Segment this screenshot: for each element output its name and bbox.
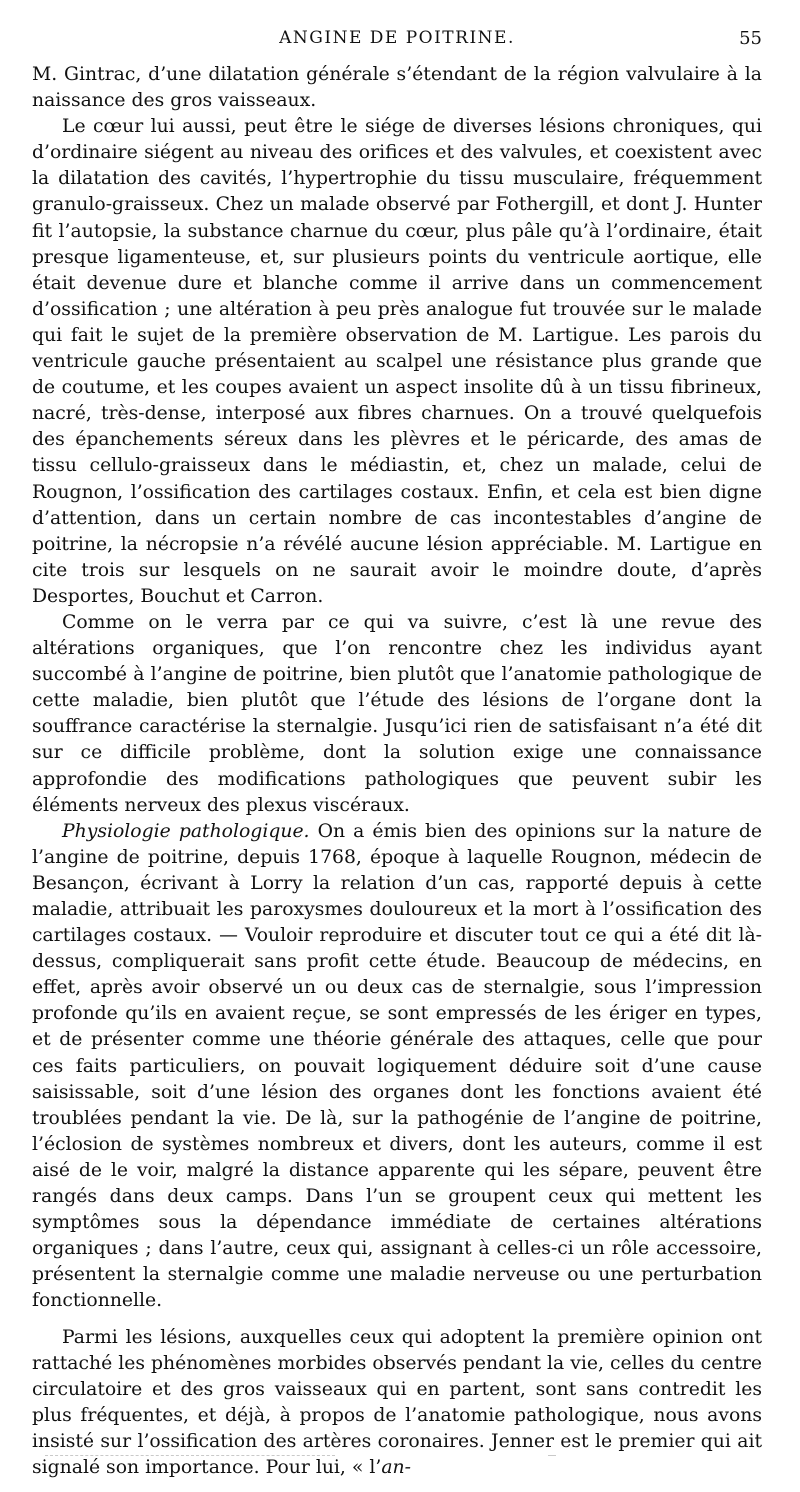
paragraph-physiology (32, 819, 762, 1315)
page-number: 55 (739, 28, 762, 49)
lesions-italic-end: an- (381, 1456, 411, 1478)
paragraph-continuation: M. Gintrac, d’une dilatation générale s’étendant de la région valvulaire à la naissance des gros vaisseaux. (32, 64, 762, 112)
lesions-text: Parmi les lésions, auxquelles ceux qui adoptent la première opinion ont rattaché les phénomènes morbides observés pendant la vie, celles du centre circulatoire et des gros vaisseaux qui en partent, sont sans contredit les plus fréquentes, et déjà, à propos de l’anatomie pathologique, nous avons insisté sur l’ossification des artères coronaires. Jenner est le premier qui ait signalé son importance. Pour lui, « l’ (32, 1326, 762, 1478)
footer-rule (45, 1455, 335, 1456)
footer-dash (548, 1455, 556, 1456)
paragraph-heart-lesions: Le cœur lui aussi, peut être le siége de diverses lésions chroniques, qui d’ordinaire siégent au niveau des orifices et des valvules, et coexistent avec la dilatation des cavités, l’hypertrophie du tissu musculaire, fréquemment granulo-graisseux. Chez un malade observé par Fothergill, et dont J. Hunter fit l’autopsie, la substance charnue du cœur, plus pâle qu’à l’ordinaire, était presque ligamenteuse, et, sur plusieurs points du ventricule aortique, elle était devenue dure et blanche comme il arrive dans un commencement d’ossification ; une altération à peu près analogue fut trouvée sur le malade qui fait le sujet de la première observation de M. Lartigue. Les parois du ventricule gauche présentaient au scalpel une résistance plus grande que de coutume, et les coupes avaient un aspect insolite dû à un tissu fibrineux, nacré, très-dense, interposé aux fibres charnues. On a trouvé quelquefois des épanchements séreux dans les plèvres et le péricarde, des amas de tissu cellulo-graisseux dans le médiastin, et, chez un malade, celui de Rougnon, l’ossification des cartilages costaux. Enfin, et cela est bien digne d’attention, dans un certain nombre de cas incontestables d’angine de poitrine, la nécropsie n’a révélé aucune lésion appréciable. M. Lartigue en cite trois sur lesquels on ne saurait avoir le moindre doute, d’après Desportes, Bouchut et Carron. (32, 116, 762, 607)
running-title: ANGINE DE POITRINE. (279, 28, 515, 48)
paragraph-lesions (32, 1325, 762, 1482)
physiology-text: On a émis bien des opinions sur la nature de l’angine de poitrine, depuis 1768, époque à laquelle Rougnon, médecin de Besançon, écrivant à Lorry la relation d’un cas, rapporté depuis à cette maladie, attribuait les paroxysmes douloureux et la mort à l’ossification des cartilages costaux. — Vouloir reproduire et discuter tout ce qui a été dit là-dessus, compliquerait sans profit cette étude. Beaucoup de médecins, en effet, après avoir observé un ou deux cas de sternalgie, sous l’impression profonde qu’ils en avaient reçue, se sont empressés de les ériger en types, et de présenter comme une théorie générale des attaques, celle que pour ces faits particuliers, on pouvait logiquement déduire soit d’une cause saisissable, soit d’une lésion des organes dont les fonctions avaient été troublées pendant la vie. De là, sur la pathogénie de l’angine de poitrine, l’éclosion de systèmes nombreux et divers, dont les auteurs, comme il est aisé de le voir, malgré la distance apparente qui les sépare, peuvent être rangés dans deux camps. Dans l’un se groupent ceux qui mettent les symptômes sous la dépendance immédiate de certaines altérations organiques ; dans l’autre, ceux qui, assignant à celles-ci un rôle accessoire, présentent la sternalgie comme une maladie nerveuse ou une perturbation fonctionnelle. (32, 820, 762, 1312)
body-text (32, 62, 762, 1481)
paragraph-review: Comme on le verra par ce qui va suivre, c’est là une revue des altérations organiques, que l’on rencontre chez les individus ayant succombé à l’angine de poitrine, bien plutôt que l’anatomie pathologique de cette maladie, bien plutôt que l’étude des lésions de l’organe dont la souffrance caractérise la sternalgie. Jusqu’ici rien de satisfaisant n’a été dit sur ce difficile problème, dont la solution exige une connaissance approfondie des modifications pathologiques que peuvent subir les éléments nerveux des plexus viscéraux. (32, 611, 762, 816)
section-heading-physiology: Physiologie pathologique. (62, 820, 310, 842)
page-header (32, 28, 762, 56)
